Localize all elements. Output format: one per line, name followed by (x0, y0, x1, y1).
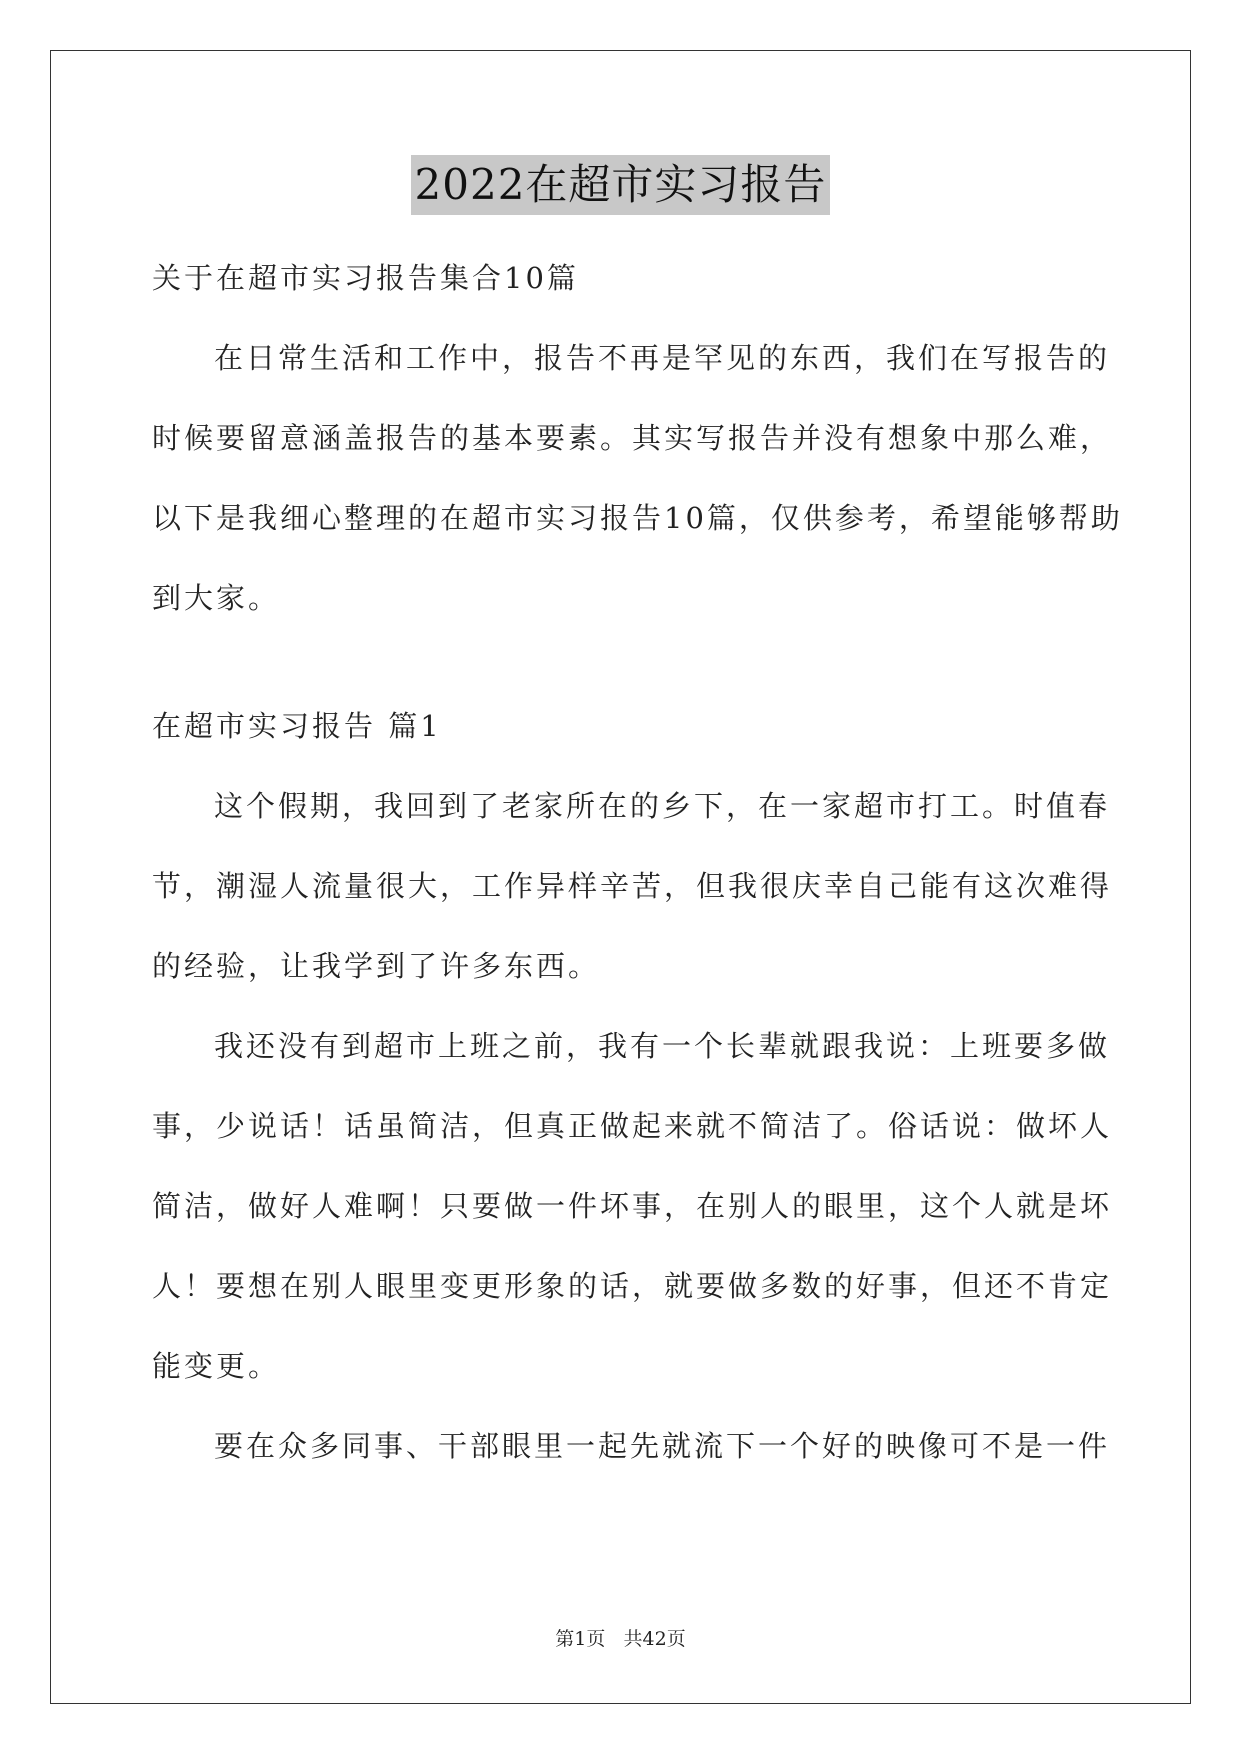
paragraph-line: 能变更。 (152, 1349, 281, 1383)
paragraph-line: 我还没有到超市上班之前，我有一个长辈就跟我说：上班要多做 (214, 1029, 1111, 1063)
title-container (0, 155, 1241, 215)
intro-paragraph (152, 318, 1123, 638)
section-gap (152, 638, 1092, 686)
document-title: 2022在超市实习报告 (411, 155, 831, 215)
page-footer (0, 1627, 1241, 1651)
page-number: 第1页 (555, 1628, 606, 1650)
document-body (152, 238, 1123, 1486)
intro-line: 以下是我细心整理的在超市实习报告10篇，仅供参考，希望能够帮助 (152, 501, 1123, 535)
paragraph-line: 节，潮湿人流量很大，工作异样辛苦，但我很庆幸自己能有这次难得 (152, 869, 1113, 903)
paragraph-line: 人！要想在别人眼里变更形象的话，就要做多数的好事，但还不肯定 (152, 1269, 1113, 1303)
section-paragraph (152, 1006, 1113, 1406)
section-paragraph (152, 766, 1113, 1006)
intro-line: 到大家。 (152, 581, 281, 615)
intro-line: 时候要留意涵盖报告的基本要素。其实写报告并没有想象中那么难， (152, 421, 1113, 455)
paragraph-line: 要在众多同事、干部眼里一起先就流下一个好的映像可不是一件 (214, 1429, 1111, 1463)
document-subtitle: 关于在超市实习报告集合10篇 (152, 261, 579, 295)
section-heading: 在超市实习报告 篇1 (152, 709, 442, 743)
paragraph-line: 的经验，让我学到了许多东西。 (152, 949, 601, 983)
intro-line: 在日常生活和工作中，报告不再是罕见的东西，我们在写报告的 (214, 341, 1111, 375)
paragraph-line: 这个假期，我回到了老家所在的乡下，在一家超市打工。时值春 (214, 789, 1111, 823)
section-paragraph (152, 1406, 1111, 1486)
page-total: 共42页 (623, 1628, 686, 1650)
paragraph-line: 简洁，做好人难啊！只要做一件坏事，在别人的眼里，这个人就是坏 (152, 1189, 1113, 1223)
paragraph-line: 事，少说话！话虽简洁，但真正做起来就不简洁了。俗话说：做坏人 (152, 1109, 1113, 1143)
